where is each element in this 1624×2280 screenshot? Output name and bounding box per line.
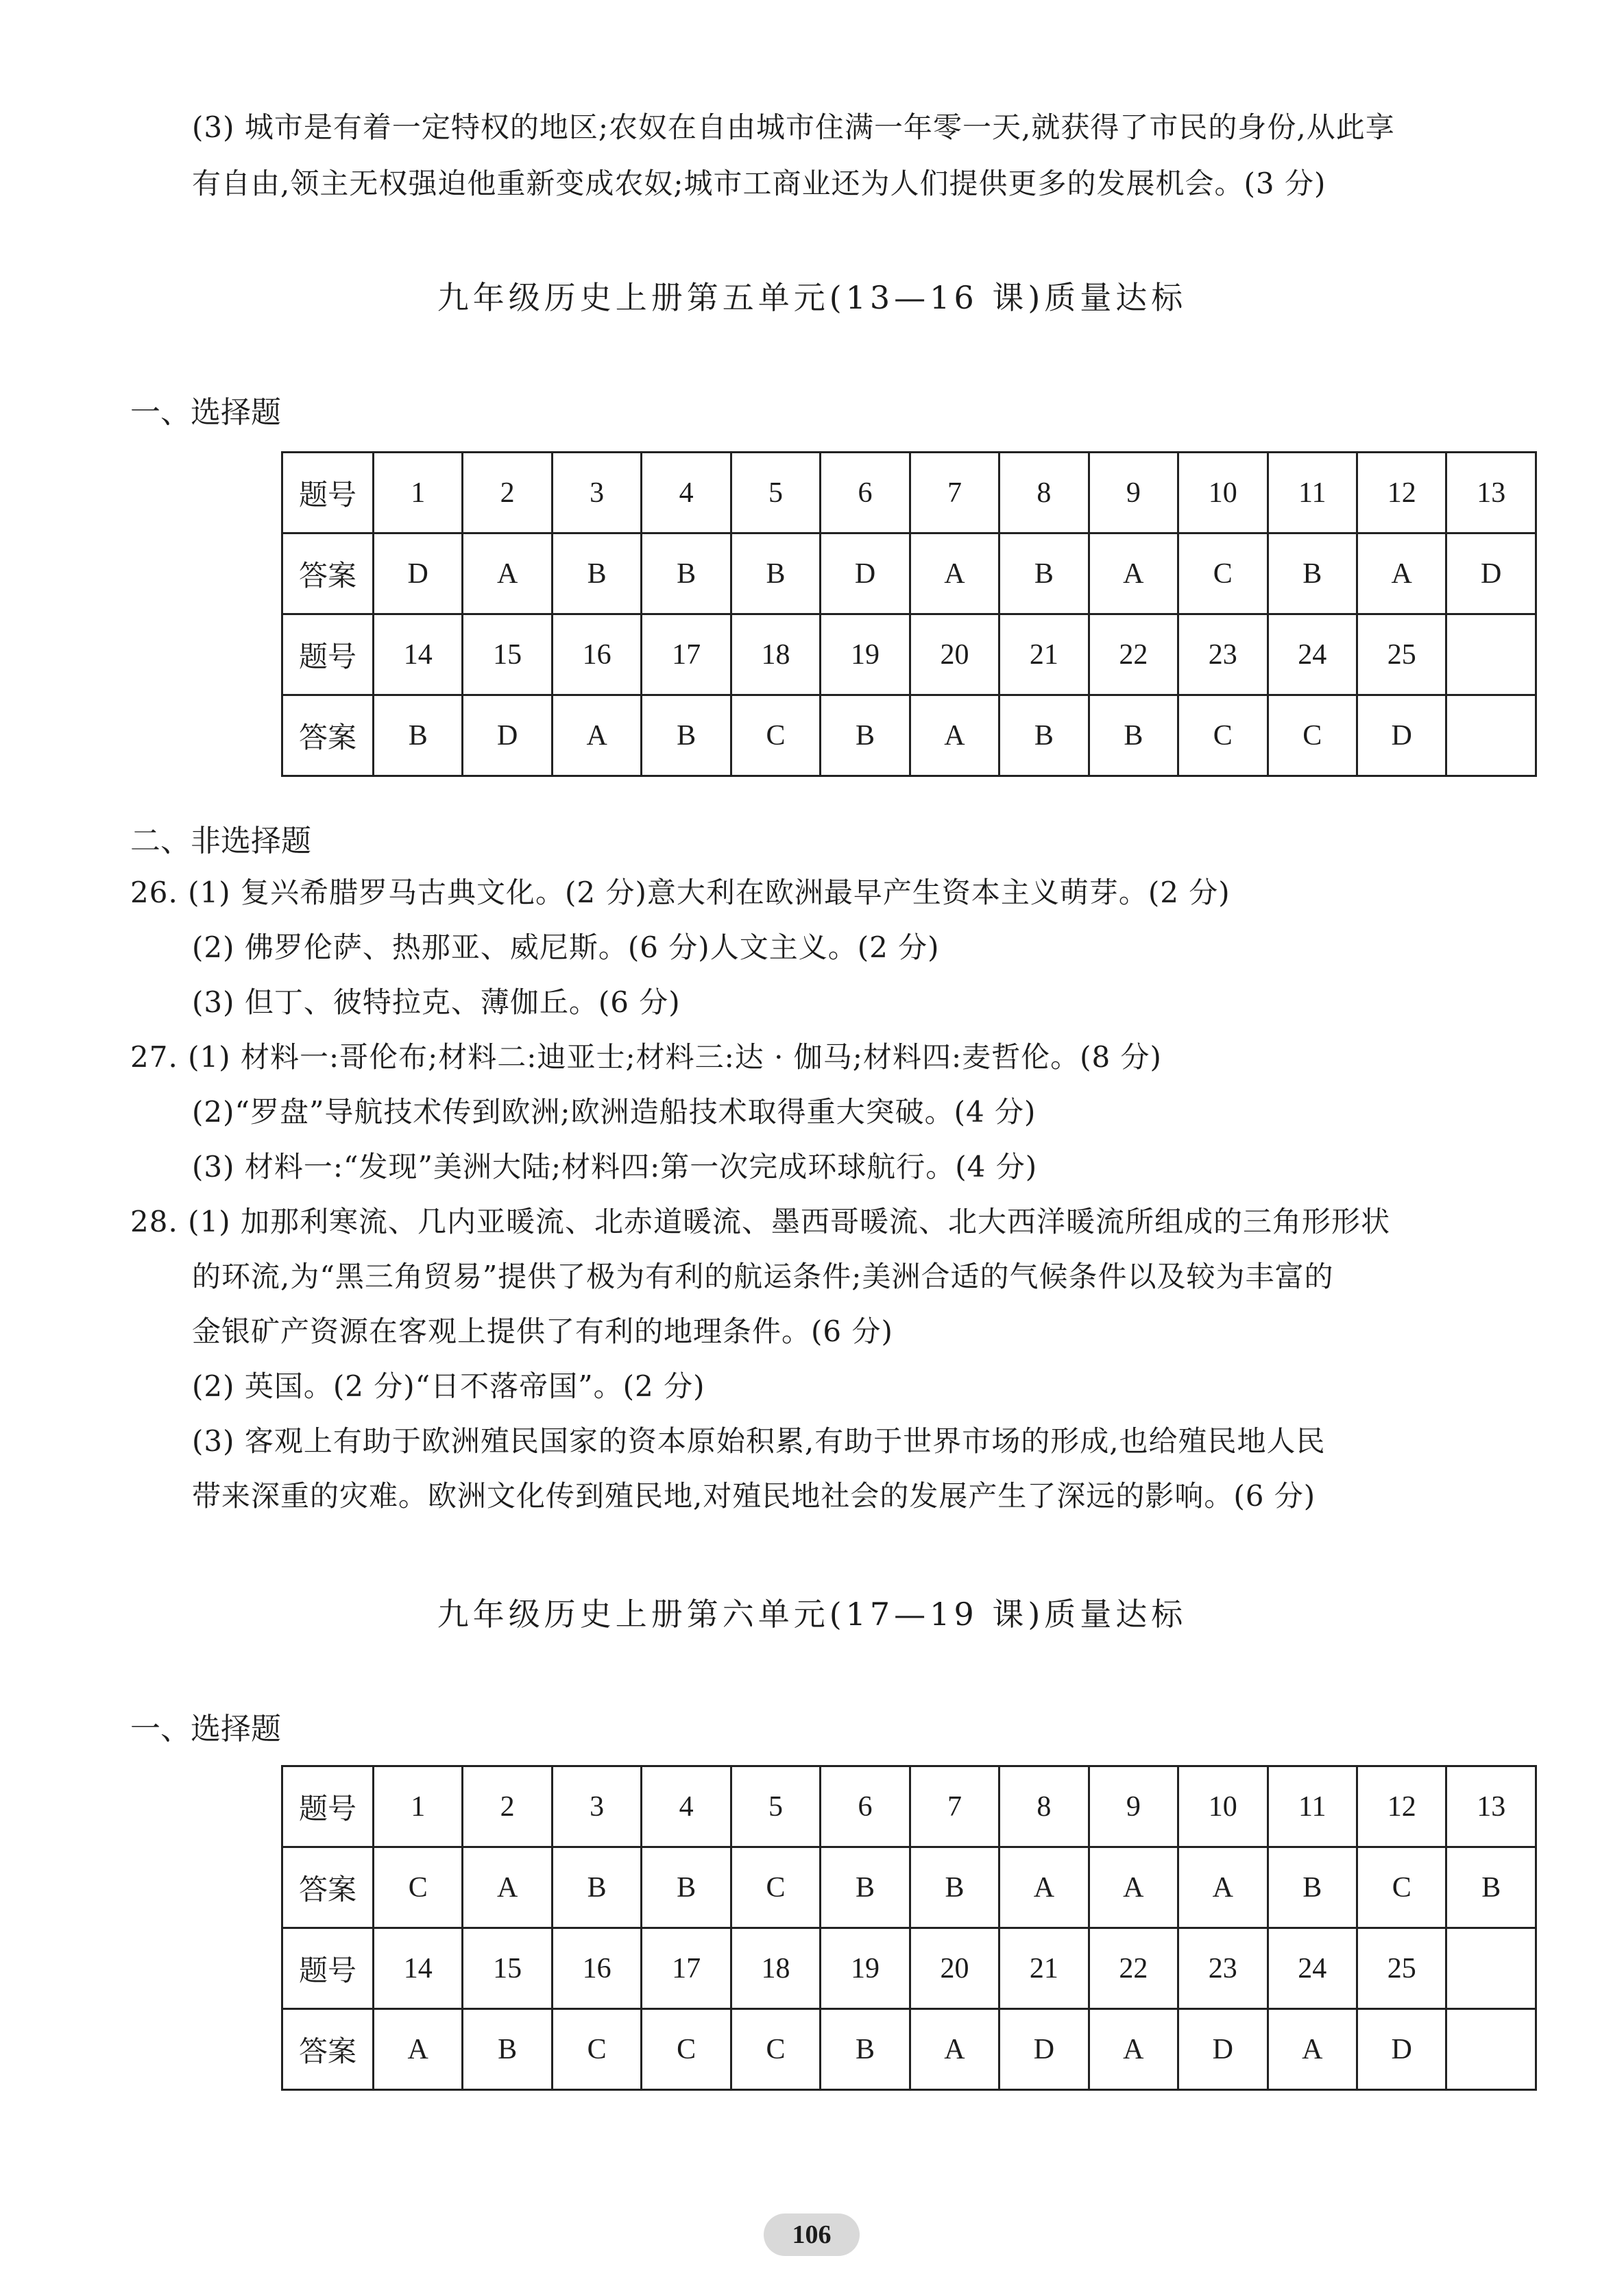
answer-cell: A	[1357, 533, 1446, 614]
answer-cell: D	[463, 695, 552, 776]
answer-cell: D	[1178, 2009, 1268, 2090]
unit5-section-nonchoice: 二、非选择题	[130, 824, 311, 859]
header-cell: 题号	[282, 453, 374, 533]
number-cell: 4	[642, 1766, 731, 1847]
answer-cell: C	[1178, 695, 1268, 776]
answer-cell: A	[374, 2009, 463, 2090]
q28-line-3: 金银矿产资源在客观上提供了有利的地理条件。(6 分)	[192, 1315, 893, 1348]
answer-cell: C	[1178, 533, 1268, 614]
header-cell: 答案	[282, 1847, 374, 1928]
number-cell: 8	[999, 453, 1089, 533]
number-cell: 21	[999, 1928, 1089, 2009]
table-row	[282, 1928, 1536, 2009]
answer-cell: B	[1268, 1847, 1357, 1928]
number-cell: 15	[463, 614, 552, 695]
number-cell: 23	[1178, 1928, 1268, 2009]
number-cell: 6	[821, 1766, 910, 1847]
table-row	[282, 453, 1536, 533]
number-cell: 25	[1357, 1928, 1446, 2009]
header-cell: 题号	[282, 1928, 374, 2009]
answer-cell: A	[1268, 2009, 1357, 2090]
header-cell: 答案	[282, 2009, 374, 2090]
answer-cell: A	[999, 1847, 1089, 1928]
number-cell: 6	[821, 453, 910, 533]
number-cell: 1	[374, 453, 463, 533]
number-cell: 17	[642, 1928, 731, 2009]
table-row	[282, 533, 1536, 614]
number-cell: 18	[731, 1928, 820, 2009]
q26-line-3: (3) 但丁、彼特拉克、薄伽丘。(6 分)	[192, 985, 681, 1019]
answer-cell: C	[1268, 695, 1357, 776]
q28-line-6: 带来深重的灾难。欧洲文化传到殖民地,对殖民地社会的发展产生了深远的影响。(6 分)	[192, 1479, 1316, 1513]
answer-cell: C	[731, 1847, 820, 1928]
number-cell: 10	[1178, 1766, 1268, 1847]
header-cell: 答案	[282, 695, 374, 776]
table-row	[282, 614, 1536, 695]
answer-cell: B	[642, 533, 731, 614]
number-cell: 16	[552, 1928, 641, 2009]
q28-line-2: 的环流,为“黑三角贸易”提供了极为有利的航运条件;美洲合适的气候条件以及较为丰富的	[192, 1260, 1334, 1293]
answer-cell	[1446, 2009, 1536, 2090]
number-cell: 22	[1089, 1928, 1178, 2009]
q28-line-4: (2) 英国。(2 分)“日不落帝国”。(2 分)	[192, 1369, 705, 1403]
table-row	[282, 1766, 1536, 1847]
answer-cell: B	[374, 695, 463, 776]
number-cell: 13	[1446, 1766, 1536, 1847]
unit6-title: 九年级历史上册第六单元(17—19 课)质量达标	[437, 1596, 1187, 1633]
number-cell: 7	[910, 453, 999, 533]
table-row	[282, 2009, 1536, 2090]
answer-cell: A	[910, 695, 999, 776]
answer-cell: D	[1357, 2009, 1446, 2090]
number-cell: 4	[642, 453, 731, 533]
table-row	[282, 1847, 1536, 1928]
answer-cell: D	[374, 533, 463, 614]
unit5-section-choice: 一、选择题	[130, 395, 281, 430]
answer-cell: A	[1089, 2009, 1178, 2090]
answer-cell: B	[999, 695, 1089, 776]
answer-cell: B	[821, 695, 910, 776]
answer-cell: B	[552, 533, 641, 614]
answer-cell: B	[552, 1847, 641, 1928]
number-cell: 8	[999, 1766, 1089, 1847]
number-cell: 12	[1357, 453, 1446, 533]
number-cell: 24	[1268, 614, 1357, 695]
answer-cell: A	[463, 533, 552, 614]
answer-cell: B	[463, 2009, 552, 2090]
answer-cell: A	[1178, 1847, 1268, 1928]
unit5-title: 九年级历史上册第五单元(13—16 课)质量达标	[437, 279, 1187, 316]
number-cell	[1446, 1928, 1536, 2009]
table-row	[282, 695, 1536, 776]
page-number-badge: 106	[764, 2213, 860, 2256]
answer-cell: D	[821, 533, 910, 614]
answer-cell: D	[1446, 533, 1536, 614]
number-cell: 15	[463, 1928, 552, 2009]
answer-cell: D	[999, 2009, 1089, 2090]
answer-cell: C	[731, 2009, 820, 2090]
number-cell: 18	[731, 614, 820, 695]
number-cell: 17	[642, 614, 731, 695]
answer-cell	[1446, 695, 1536, 776]
number-cell: 21	[999, 614, 1089, 695]
header-cell: 答案	[282, 533, 374, 614]
number-cell: 3	[552, 1766, 641, 1847]
q27-line-2: (2)“罗盘”导航技术传到欧洲;欧洲造船技术取得重大突破。(4 分)	[192, 1095, 1037, 1129]
number-cell: 25	[1357, 614, 1446, 695]
answer-cell: A	[910, 533, 999, 614]
number-cell: 9	[1089, 453, 1178, 533]
number-cell: 20	[910, 614, 999, 695]
answer-cell: B	[821, 2009, 910, 2090]
q28-line-5: (3) 客观上有助于欧洲殖民国家的资本原始积累,有助于世界市场的形成,也给殖民地人民	[192, 1424, 1326, 1458]
number-cell: 13	[1446, 453, 1536, 533]
number-cell: 14	[374, 614, 463, 695]
number-cell: 23	[1178, 614, 1268, 695]
q27-line-1: 27. (1) 材料一:哥伦布;材料二:迪亚士;材料三:达 · 伽马;材料四:麦哲伦。(8 分)	[130, 1040, 1162, 1074]
number-cell: 14	[374, 1928, 463, 2009]
number-cell: 11	[1268, 1766, 1357, 1847]
unit6-section-choice: 一、选择题	[130, 1712, 281, 1747]
answer-cell: B	[731, 533, 820, 614]
number-cell: 20	[910, 1928, 999, 2009]
answer-cell: B	[821, 1847, 910, 1928]
answer-cell: C	[374, 1847, 463, 1928]
answer-cell: A	[463, 1847, 552, 1928]
number-cell: 5	[731, 1766, 820, 1847]
answer-cell: C	[1357, 1847, 1446, 1928]
header-cell: 题号	[282, 614, 374, 695]
answer-cell: B	[1268, 533, 1357, 614]
answer-cell: A	[1089, 533, 1178, 614]
answer-cell: A	[552, 695, 641, 776]
number-cell: 10	[1178, 453, 1268, 533]
answer-cell: C	[642, 2009, 731, 2090]
number-cell: 5	[731, 453, 820, 533]
unit6-answer-table	[281, 1765, 1537, 2091]
number-cell: 2	[463, 1766, 552, 1847]
number-cell: 11	[1268, 453, 1357, 533]
top-line-2: 有自由,领主无权强迫他重新变成农奴;城市工商业还为人们提供更多的发展机会。(3 分)	[192, 167, 1326, 200]
number-cell: 22	[1089, 614, 1178, 695]
number-cell: 24	[1268, 1928, 1357, 2009]
answer-cell: B	[910, 1847, 999, 1928]
answer-cell: C	[731, 695, 820, 776]
answer-cell: B	[1446, 1847, 1536, 1928]
number-cell: 9	[1089, 1766, 1178, 1847]
unit5-answer-table	[281, 451, 1537, 777]
answer-cell: A	[910, 2009, 999, 2090]
q27-line-3: (3) 材料一:“发现”美洲大陆;材料四:第一次完成环球航行。(4 分)	[192, 1150, 1038, 1184]
answer-cell: B	[999, 533, 1089, 614]
number-cell: 19	[821, 1928, 910, 2009]
answer-cell: B	[1089, 695, 1178, 776]
number-cell: 3	[552, 453, 641, 533]
header-cell: 题号	[282, 1766, 374, 1847]
number-cell: 16	[552, 614, 641, 695]
q26-line-2: (2) 佛罗伦萨、热那亚、威尼斯。(6 分)人文主义。(2 分)	[192, 931, 940, 964]
answer-cell: C	[552, 2009, 641, 2090]
number-cell: 1	[374, 1766, 463, 1847]
answer-cell: A	[1089, 1847, 1178, 1928]
answer-cell: D	[1357, 695, 1446, 776]
number-cell: 12	[1357, 1766, 1446, 1847]
number-cell	[1446, 614, 1536, 695]
number-cell: 2	[463, 453, 552, 533]
top-line-1: (3) 城市是有着一定特权的地区;农奴在自由城市住满一年零一天,就获得了市民的身份,从此享	[192, 110, 1395, 144]
q26-line-1: 26. (1) 复兴希腊罗马古典文化。(2 分)意大利在欧洲最早产生资本主义萌芽。(2 分)	[130, 876, 1231, 909]
number-cell: 19	[821, 614, 910, 695]
answer-cell: B	[642, 695, 731, 776]
q28-line-1: 28. (1) 加那利寒流、几内亚暖流、北赤道暖流、墨西哥暖流、北大西洋暖流所组成的三角形形状	[130, 1205, 1390, 1238]
answer-cell: B	[642, 1847, 731, 1928]
number-cell: 7	[910, 1766, 999, 1847]
